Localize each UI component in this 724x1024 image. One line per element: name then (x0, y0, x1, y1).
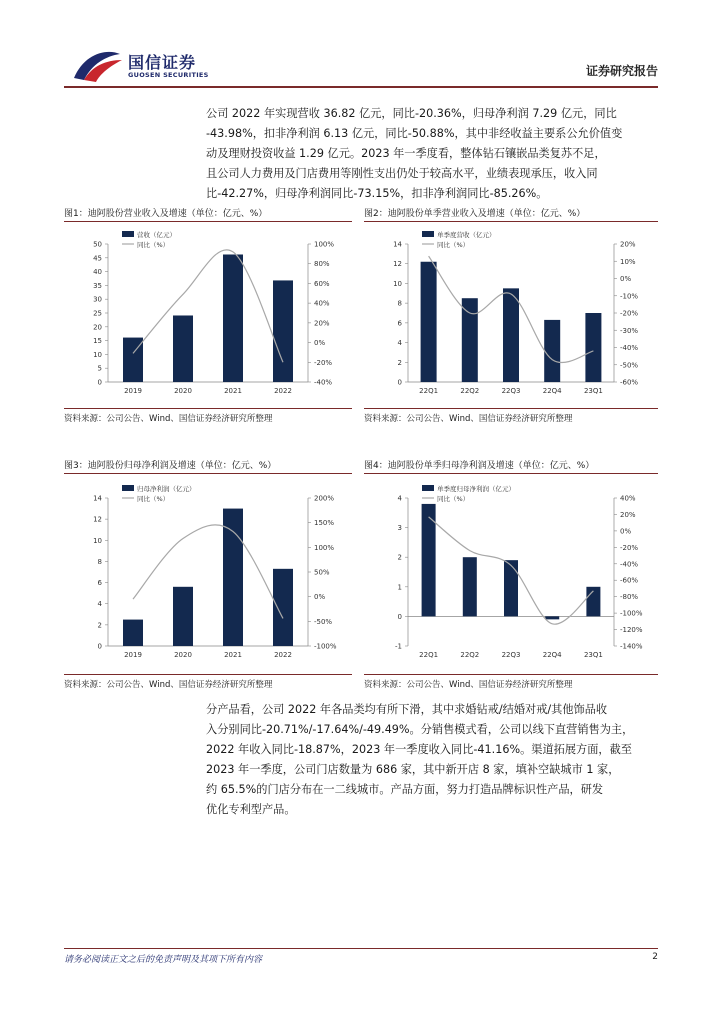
bar (123, 620, 143, 646)
tick-label-left: 0 (397, 612, 402, 621)
tick-label-right: -30% (620, 326, 639, 335)
tick-label-right: 80% (314, 260, 330, 269)
tick-label-right: 150% (314, 519, 335, 528)
line-series-yoy (133, 250, 283, 363)
bar (173, 587, 193, 646)
bar (273, 569, 293, 646)
tick-label-left: 2 (97, 621, 102, 630)
figure-2 (364, 206, 658, 424)
bar (421, 262, 437, 382)
bar (173, 315, 193, 382)
chart-revenue-quarterly (364, 222, 658, 404)
report-type-label: 证券研究报告 (585, 64, 658, 78)
tick-label-left: 14 (93, 494, 102, 503)
bar (504, 560, 518, 616)
paragraph-line: 2023 年一季度，公司门店数量为 686 家，其中新开店 8 家，填补空缺城市 1 家， (206, 763, 620, 776)
bar (462, 298, 478, 382)
tick-label-left: 15 (93, 337, 102, 346)
tick-label-right: -10% (620, 292, 639, 301)
tick-label-right: -20% (620, 543, 639, 552)
tick-label-left: 6 (397, 319, 402, 328)
tick-label-left: 3 (397, 524, 402, 533)
footer-disclaimer: 请务必阅读正文之后的免责声明及其项下所有内容 (64, 955, 263, 965)
tick-label-right: -40% (620, 560, 639, 569)
legend-label-bar: 归母净利润（亿元） (137, 485, 196, 493)
tick-label-left: 35 (93, 281, 102, 290)
tick-label-right: 20% (620, 510, 636, 519)
tick-label-left: 45 (93, 254, 102, 263)
tick-label-left: 25 (93, 309, 102, 318)
tick-label-left: 8 (397, 299, 402, 308)
tick-label-left: 30 (93, 295, 102, 304)
tick-label-category: 2019 (124, 651, 142, 659)
legend-swatch-bar (422, 485, 434, 491)
legend-label-bar: 单季度营收（亿元） (437, 231, 496, 239)
tick-label-right: 40% (314, 299, 330, 308)
tick-label-right: -60% (620, 576, 639, 585)
tick-label-right: -120% (620, 626, 643, 635)
tick-label-category: 2022 (274, 651, 292, 659)
line-series-yoy (133, 525, 283, 619)
bar (545, 616, 559, 619)
tick-label-right: -100% (620, 609, 643, 618)
figure-source: 资料来源：公司公告、Wind、国信证券经济研究所整理 (64, 674, 352, 690)
paragraph-line: 分产品看，公司 2022 年各品类均有所下滑，其中求婚钻戒/结婚对戒/其他饰品收 (206, 703, 608, 716)
bar (544, 320, 560, 382)
legend-label-line: 同比（%） (137, 241, 170, 249)
tick-label-left: 8 (97, 557, 102, 566)
tick-label-right: 100% (314, 240, 335, 249)
bar (463, 557, 477, 616)
tick-label-right: -60% (620, 378, 639, 387)
tick-label-left: 5 (97, 364, 102, 373)
chart-revenue-annual (64, 222, 352, 404)
chart-net-profit-quarterly (364, 474, 658, 670)
tick-label-left: -1 (395, 642, 402, 651)
tick-label-category: 2020 (174, 651, 192, 659)
tick-label-category: 2022 (274, 387, 292, 395)
figure-title: 图1：迪阿股份营业收入及增速（单位：亿元、%） (64, 206, 352, 222)
tick-label-category: 22Q3 (501, 651, 521, 659)
figure-source: 资料来源：公司公告、Wind、国信证券经济研究所整理 (364, 674, 658, 690)
tick-label-left: 10 (93, 350, 102, 359)
paragraph-line: 公司 2022 年实现营收 36.82 亿元，同比-20.36%，归母净利润 7.29 亿元，同比 (206, 107, 617, 120)
paragraph-line: 优化专利型产品。 (206, 803, 296, 816)
tick-label-left: 10 (93, 536, 102, 545)
tick-label-left: 6 (97, 579, 102, 588)
tick-label-left: 10 (393, 279, 402, 288)
tick-label-right: -140% (620, 642, 643, 651)
paragraph-line: 约 65.5%的门店分布在一二线城市。产品方面，努力打造品牌标识性产品，研发 (206, 783, 604, 796)
tick-label-left: 50 (93, 240, 102, 249)
legend-swatch-bar (422, 231, 434, 237)
legend-swatch-bar (122, 485, 134, 491)
legend-label-bar: 单季度归母净利润（亿元） (437, 485, 515, 493)
header-divider (64, 86, 658, 88)
tick-label-category: 2021 (224, 387, 242, 395)
chart-net-profit-annual (64, 474, 352, 670)
tick-label-right: -50% (314, 617, 333, 626)
tick-label-right: 60% (314, 279, 330, 288)
guosen-logo-icon (70, 48, 124, 84)
tick-label-left: 1 (397, 583, 402, 592)
figure-title: 图2：迪阿股份单季营业收入及增速（单位：亿元、%） (364, 206, 658, 222)
tick-label-right: -20% (314, 358, 333, 367)
tick-label-category: 22Q1 (419, 387, 439, 395)
body-paragraph-1 (206, 104, 666, 204)
tick-label-category: 2020 (174, 387, 192, 395)
bar (223, 254, 243, 382)
tick-label-right: 200% (314, 494, 335, 503)
tick-label-right: -100% (314, 642, 337, 651)
tick-label-right: 0% (314, 593, 326, 602)
paragraph-line: 2022 年收入同比-18.87%，2023 年一季度收入同比-41.16%。渠道拓展方面，截至 (206, 743, 632, 756)
tick-label-category: 23Q1 (583, 651, 603, 659)
tick-label-right: 40% (620, 494, 636, 503)
legend-label-line: 同比（%） (137, 495, 170, 503)
tick-label-category: 22Q4 (542, 387, 562, 395)
tick-label-left: 4 (397, 494, 402, 503)
tick-label-category: 22Q2 (460, 651, 480, 659)
body-paragraph-2 (206, 700, 666, 820)
tick-label-right: -40% (620, 344, 639, 352)
tick-label-right: 20% (620, 240, 636, 249)
figure-4 (364, 458, 658, 690)
legend-label-bar: 营收（亿元） (137, 231, 176, 239)
paragraph-line: 且公司人力费用及门店费用等刚性支出仍处于较高水平，业绩表现承压，收入同 (206, 167, 598, 180)
tick-label-category: 23Q1 (583, 387, 603, 395)
tick-label-left: 2 (397, 358, 402, 367)
figure-3 (64, 458, 352, 690)
bar (273, 280, 293, 382)
paragraph-line: 动及理财投资收益 1.29 亿元。2023 年一季度看，整体钻石镶嵌品类复苏不足， (206, 147, 606, 160)
tick-label-category: 22Q4 (542, 651, 562, 659)
tick-label-left: 4 (397, 339, 402, 348)
figure-source: 资料来源：公司公告、Wind、国信证券经济研究所整理 (364, 408, 658, 424)
tick-label-left: 0 (397, 378, 402, 387)
tick-label-right: -20% (620, 309, 639, 318)
figure-title: 图3：迪阿股份归母净利润及增速（单位：亿元、%） (64, 458, 352, 474)
tick-label-right: 10% (620, 257, 636, 266)
figure-source: 资料来源：公司公告、Wind、国信证券经济研究所整理 (64, 408, 352, 424)
tick-label-category: 22Q2 (460, 387, 480, 395)
tick-label-left: 20 (93, 323, 102, 332)
figure-title: 图4：迪阿股份单季归母净利润及增速（单位：亿元、%） (364, 458, 658, 474)
bar (223, 509, 243, 646)
tick-label-left: 4 (97, 600, 102, 609)
tick-label-right: -80% (620, 593, 639, 602)
logo-text-cn: 国信证券 (128, 53, 197, 72)
tick-label-right: -40% (314, 378, 333, 387)
tick-label-right: 100% (314, 543, 335, 552)
legend-swatch-bar (122, 231, 134, 237)
tick-label-category: 2021 (224, 651, 242, 659)
tick-label-right: 20% (314, 319, 330, 328)
legend-label-line: 同比（%） (437, 241, 470, 249)
page-number: 2 (652, 952, 658, 962)
tick-label-left: 14 (393, 240, 402, 249)
figure-1 (64, 206, 352, 424)
tick-label-right: 0% (314, 339, 326, 348)
tick-label-left: 0 (97, 378, 102, 387)
tick-label-right: 50% (314, 568, 330, 577)
bar (585, 313, 601, 382)
logo-text-en: GUOSEN SECURITIES (128, 71, 209, 79)
footer-divider (64, 948, 658, 949)
tick-label-left: 12 (393, 260, 402, 269)
tick-label-category: 22Q3 (501, 387, 521, 395)
bar (503, 288, 519, 382)
tick-label-left: 40 (93, 268, 102, 277)
tick-label-category: 2019 (124, 387, 142, 395)
paragraph-line: -43.98%，扣非净利润 6.13 亿元，同比-50.88%，其中非经收益主要系公允价值变 (206, 127, 623, 140)
paragraph-line: 比-42.27%，归母净利润同比-73.15%，扣非净利润同比-85.26%。 (206, 187, 548, 200)
tick-label-right: -50% (620, 361, 639, 370)
tick-label-left: 2 (397, 553, 402, 562)
legend-label-line: 同比（%） (437, 495, 470, 503)
tick-label-left: 12 (93, 515, 102, 524)
tick-label-category: 22Q1 (419, 651, 439, 659)
tick-label-right: 0% (620, 275, 632, 283)
paragraph-line: 入分别同比-20.71%/-17.64%/-49.49%。分销售模式看，公司以线下直营销售为主， (206, 723, 634, 736)
tick-label-right: 0% (620, 527, 632, 536)
tick-label-left: 0 (97, 642, 102, 651)
